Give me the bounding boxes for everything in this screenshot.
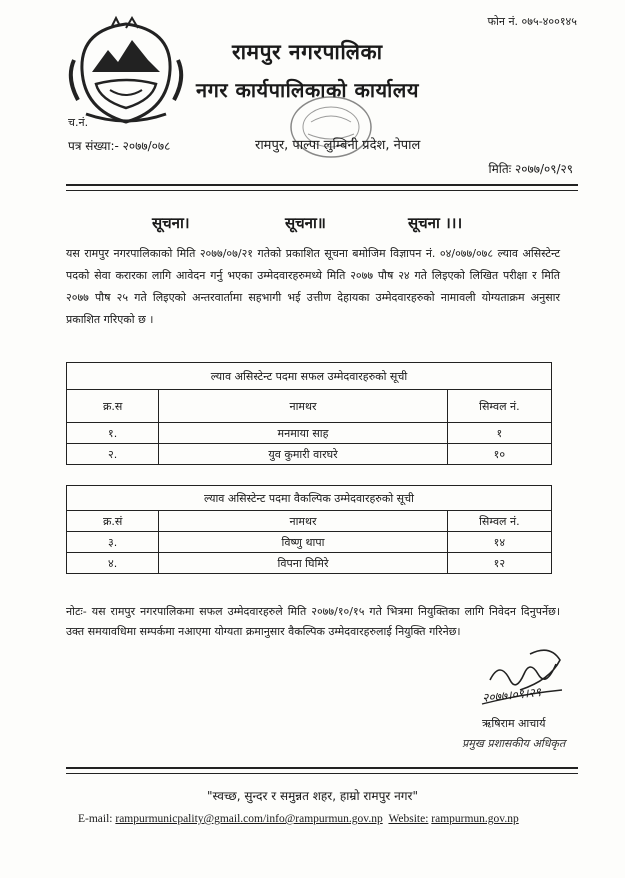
notice-title-2: सूचना॥	[285, 214, 326, 232]
column-header: क्र.स	[67, 390, 159, 423]
signature-date: २०७७।०९।२९	[481, 684, 542, 706]
table-row	[67, 553, 552, 574]
signature-icon	[470, 640, 580, 720]
alternate-candidates-table	[66, 485, 552, 574]
table-cell: ४.	[67, 553, 159, 574]
footer-contact	[78, 813, 519, 825]
table-cell: १.	[67, 423, 159, 444]
table-cell: १४	[447, 532, 551, 553]
table-row	[67, 444, 552, 465]
column-header: नामथर	[159, 511, 447, 532]
footer-slogan: "स्वच्छ, सुन्दर र समुन्नत शहर, हाम्रो रामपुर नगर"	[207, 789, 418, 803]
footer-divider-thin	[66, 773, 578, 774]
office-address: रामपुर, पाल्पा लुम्बिनी प्रदेश, नेपाल	[255, 138, 421, 153]
table-cell: ३.	[67, 532, 159, 553]
footnote: नोटः- यस रामपुर नगरपालिकमा सफल उम्मेदवारहरुले मिति २०७७/१०/१५ गते भित्रमा नियुक्तिका लागि निवेदन दिनुपर्नेछ। उक्त समयावधिमा सम्पर्कमा नआएमा योग्यता क्रमानुसार वैकल्पिक उम्मेदवारहरुलाई नियुक्ति गरिनेछ।	[66, 605, 560, 638]
signatory-designation: प्रमुख प्रशासकीय अधिकृत	[462, 737, 566, 750]
table-cell: विष्णु थापा	[159, 532, 447, 553]
success-candidates-table	[66, 362, 552, 465]
column-header: क्र.सं	[67, 511, 159, 532]
footer-divider	[66, 767, 578, 769]
email-link[interactable]: rampurmunicpality@gmail.com/info@rampurmun.gov.np	[115, 813, 383, 825]
notice-body: यस रामपुर नगरपालिकाको मिति २०७७/०७/२१ गतेको प्रकाशित सूचना बमोजिम विज्ञापन नं. ०४/०७७/०७८ ल्याव असिस्टेन्ट पदको सेवा करारका लागि आवेदन गर्नु भएका उम्मेदवारहरुमध्ये मिति २०७७ पौष २४ गते लिइएको लिखित परीक्षा र मिति २०७७ पौष २५ गते लिइएको अन्तरवार्तामा सहभागी भई उत्तीण देहायका उम्मेदवारहरुको नामावली योग्यताक्रम अनुसार प्रकाशित गरिएको छ ।	[66, 247, 560, 326]
table-caption: ल्याव असिस्टेन्ट पदमा सफल उम्मेदवारहरुको सूची	[67, 363, 552, 390]
table-cell: १०	[447, 444, 551, 465]
header-divider	[66, 184, 578, 186]
letter-date: मितिः २०७७/०९/२९	[488, 162, 573, 176]
website-label: Website:	[388, 813, 429, 825]
office-subtitle: नगर कार्यपालिकाको कार्यालय	[196, 78, 419, 102]
email-label: E-mail:	[78, 813, 113, 825]
nepal-emblem-logo-icon	[62, 10, 190, 130]
table-caption: ल्याव असिस्टेन्ट पदमा वैकल्पिक उम्मेदवारहरुको सूची	[67, 486, 552, 511]
notice-title-1: सूचना।	[152, 214, 190, 232]
column-header: सिम्वल नं.	[447, 511, 551, 532]
chalani-number: च.नं.	[68, 116, 89, 129]
office-name: रामपुर नगरपालिका	[232, 40, 383, 64]
table-cell: १२	[447, 553, 551, 574]
header-divider-thin	[66, 190, 578, 191]
letter-reference: पत्र संख्या:- २०७७/०७८	[68, 139, 171, 153]
column-header: नामथर	[159, 390, 447, 423]
table-cell: मनमाया साह	[159, 423, 447, 444]
table-row	[67, 423, 552, 444]
notice-title-3: सूचना ।।।	[408, 214, 463, 232]
column-header: सिम्वल नं.	[447, 390, 551, 423]
table-row	[67, 532, 552, 553]
table-cell: विपना घिमिरे	[159, 553, 447, 574]
phone-number: फोन नं. ०७५-४००१४५	[487, 15, 577, 28]
table-cell: २.	[67, 444, 159, 465]
website-link[interactable]: rampurmun.gov.np	[431, 813, 519, 825]
table-cell: १	[447, 423, 551, 444]
table-cell: युव कुमारी वारघरे	[159, 444, 447, 465]
signatory-name: ऋषिराम आचार्य	[482, 717, 546, 730]
